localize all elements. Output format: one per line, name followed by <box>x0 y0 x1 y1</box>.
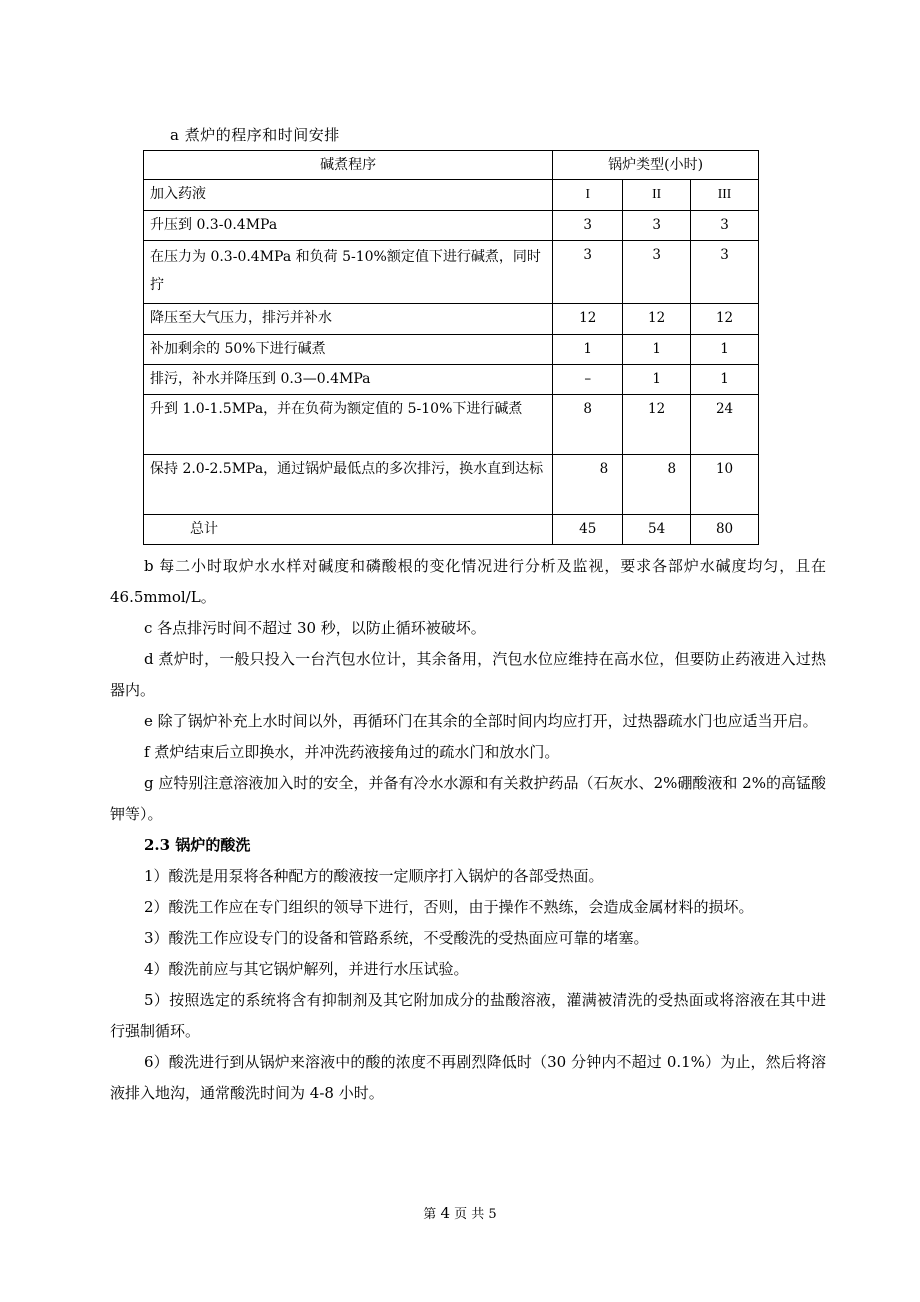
value-cell: 10 <box>691 455 759 515</box>
table-header-row <box>144 151 759 180</box>
paragraph: c 各点排污时间不超过 30 秒，以防止循环被破坏。 <box>144 619 486 637</box>
paragraph: f 煮炉结束后立即换水，并冲洗药液接角过的疏水门和放水门。 <box>144 743 560 761</box>
paragraph: g 应特别注意溶液加入时的安全，并备有冷水水源和有关救护药品（石灰水、2%硼酸液和 2%的高锰酸钾等）。 <box>110 774 826 823</box>
table-row <box>144 211 759 241</box>
value-cell: 1 <box>623 335 691 365</box>
step-cell: 排污，补水并降压到 0.3—0.4MPa <box>144 365 553 395</box>
table-caption: a 煮炉的程序和时间安排 <box>170 126 340 144</box>
step-cell: 升到 1.0-1.5MPa，并在负荷为额定值的 5-10%下进行碱煮 <box>144 395 553 455</box>
value-cell: 8 <box>623 455 691 515</box>
table-row <box>144 455 759 515</box>
section-heading: 2.3 锅炉的酸洗 <box>144 836 251 854</box>
step-cell: 在压力为 0.3-0.4MPa 和负荷 5-10%额定值下进行碱煮，同时拧 <box>144 241 553 304</box>
paragraph: 4）酸洗前应与其它锅炉解列，并进行水压试验。 <box>144 960 469 978</box>
roman-header-1: I <box>553 180 623 211</box>
value-cell: 3 <box>691 241 759 304</box>
step-cell: 加入药液 <box>144 180 553 211</box>
value-cell: 24 <box>691 395 759 455</box>
table-row <box>144 335 759 365</box>
page-number: 4 <box>440 1204 450 1222</box>
value-cell: 1 <box>623 365 691 395</box>
total-value: 54 <box>623 515 691 545</box>
paragraph: e 除了锅炉补充上水时间以外，再循环门在其余的全部时间内均应打开，过热器疏水门也应适当开启。 <box>144 712 818 730</box>
value-cell: 12 <box>553 304 623 335</box>
paragraph: 6）酸洗进行到从锅炉来溶液中的酸的浓度不再剧烈降低时（30 分钟内不超过 0.1%）为止，然后将溶液排入地沟，通常酸洗时间为 4-8 小时。 <box>110 1053 826 1102</box>
value-cell: – <box>553 365 623 395</box>
paragraph: d 煮炉时，一般只投入一台汽包水位计，其余备用，汽包水位应维持在高水位，但要防止药液进入过热器内。 <box>110 650 826 699</box>
value-cell: 3 <box>553 241 623 304</box>
value-cell: 3 <box>553 211 623 241</box>
paragraph: 2）酸洗工作应在专门组织的领导下进行，否则，由于操作不熟练，会造成金属材料的损坏。 <box>144 898 754 916</box>
step-cell: 补加剩余的 50%下进行碱煮 <box>144 335 553 365</box>
paragraph: b 每二小时取炉水水样对碱度和磷酸根的变化情况进行分析及监视，要求各部炉水碱度均匀，且在 46.5mmol/L。 <box>110 557 826 606</box>
total-pages: 5 <box>488 1207 497 1222</box>
total-value: 45 <box>553 515 623 545</box>
paragraph: 3）酸洗工作应设专门的设备和管路系统，不受酸洗的受热面应可靠的堵塞。 <box>144 929 649 947</box>
value-cell: 12 <box>623 395 691 455</box>
table-row <box>144 241 759 304</box>
roman-header-3: III <box>691 180 759 211</box>
value-cell: 3 <box>623 241 691 304</box>
table-row <box>144 180 759 211</box>
header-procedure: 碱煮程序 <box>144 151 553 180</box>
step-cell: 保持 2.0-2.5MPa，通过锅炉最低点的多次排污，换水直到达标 <box>144 455 553 515</box>
footer-middle: 页 共 <box>454 1207 485 1222</box>
roman-header-2: II <box>623 180 691 211</box>
total-label: 总计 <box>144 515 553 545</box>
header-boiler-type: 锅炉类型(小时) <box>553 151 759 180</box>
value-cell: 3 <box>623 211 691 241</box>
total-value: 80 <box>691 515 759 545</box>
value-cell: 8 <box>553 395 623 455</box>
value-cell: 8 <box>553 455 623 515</box>
body-text <box>110 551 826 1109</box>
paragraph: 5）按照选定的系统将含有抑制剂及其它附加成分的盐酸溶液，灌满被清洗的受热面或将溶液在其中进行强制循环。 <box>110 991 826 1040</box>
table-total-row <box>144 515 759 545</box>
value-cell: 1 <box>553 335 623 365</box>
value-cell: 3 <box>691 211 759 241</box>
boil-out-schedule-table <box>143 150 759 545</box>
footer-prefix: 第 <box>423 1207 437 1222</box>
paragraph: 1）酸洗是用泵将各种配方的酸液按一定顺序打入锅炉的各部受热面。 <box>144 867 604 885</box>
table-row <box>144 365 759 395</box>
value-cell: 12 <box>691 304 759 335</box>
value-cell: 12 <box>623 304 691 335</box>
step-cell: 升压到 0.3-0.4MPa <box>144 211 553 241</box>
value-cell: 1 <box>691 365 759 395</box>
value-cell: 1 <box>691 335 759 365</box>
step-cell: 降压至大气压力，排污并补水 <box>144 304 553 335</box>
table-row <box>144 395 759 455</box>
table-row <box>144 304 759 335</box>
page-footer <box>0 1203 920 1222</box>
